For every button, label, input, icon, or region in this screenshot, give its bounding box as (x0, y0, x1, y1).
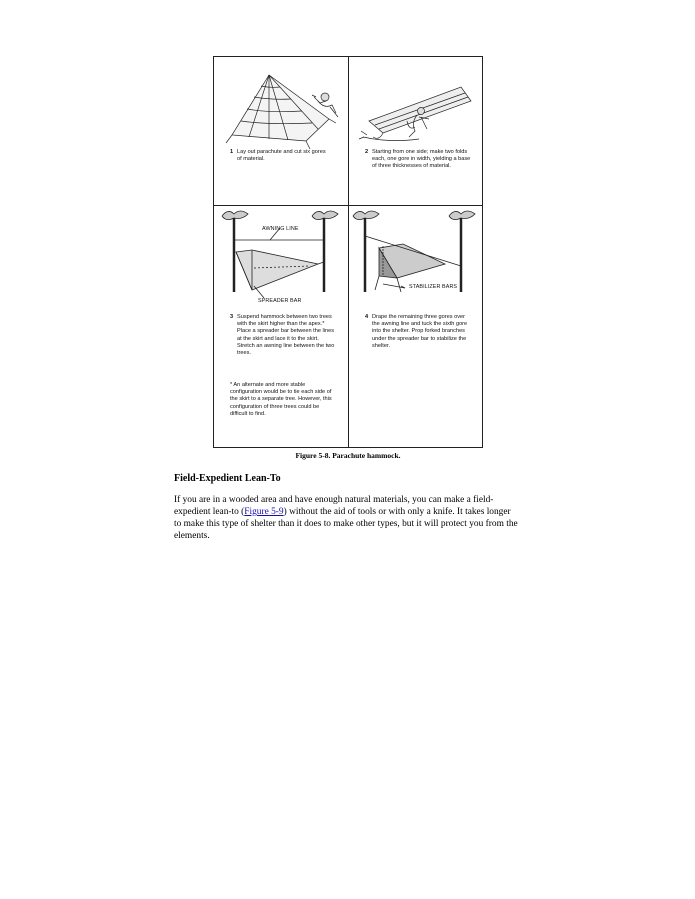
panel-3 (214, 206, 348, 449)
panel-2-caption (365, 149, 473, 171)
step-text: Drape the remaining three gores over the awning line and tuck the sixth gore into the shelter. Prop forked branches under the spreader bar to stabilize the shelter. (372, 314, 468, 349)
panel-1 (214, 57, 348, 205)
section-paragraph (174, 494, 520, 542)
step-number: 3 (230, 314, 234, 320)
awning-line-label: AWNING LINE (262, 226, 299, 232)
panel-4-caption (365, 314, 473, 350)
spreader-bar-label: SPREADER BAR (258, 298, 302, 304)
step-number: 1 (230, 149, 234, 155)
figure-caption: Figure 5-8. Parachute hammock. (295, 451, 401, 460)
figure-5-9-link[interactable]: Figure 5-9 (244, 507, 284, 518)
panel-1-caption (230, 149, 330, 163)
section-heading: Field-Expedient Lean-To (174, 473, 281, 484)
parachute-layout-illustration (214, 57, 348, 205)
step-number: 4 (365, 314, 369, 320)
panel-2 (349, 57, 483, 205)
step-text: Lay out parachute and cut six gores of material. (237, 149, 326, 163)
figure-parachute-hammock (213, 56, 483, 448)
note-text: * An alternate and more stable configuration would be to tie each side of the skirt to a separate tree. However, this configuration of three trees could be difficult to find. (230, 382, 332, 417)
step-number: 2 (365, 149, 369, 155)
paragraph-text-end: ) without the aid of tools or with only a knife. It takes longer to make this type of shelter than it does to make other types, but it will protect you from the elements. (174, 507, 518, 542)
panel-4 (349, 206, 483, 449)
panel-3-note (230, 382, 338, 418)
paragraph-text-start: If you are in a wooded area and have enough natural materials, you can make a field-expedient lean-to ( (174, 495, 494, 518)
stabilizer-bars-label: STABILIZER BARS (409, 284, 458, 290)
panel-3-caption (230, 314, 338, 357)
folding-parachute-illustration (349, 57, 483, 205)
step-text: Starting from one side; make two folds each, one gore in width, yielding a base of three thicknesses of material. (372, 149, 471, 170)
step-text: Suspend hammock between two trees with the skirt higher than the apex.* Place a spreader bar between the lines at the skirt and lace it to the skirt. Stretch an awning line between the two trees. (237, 314, 335, 357)
